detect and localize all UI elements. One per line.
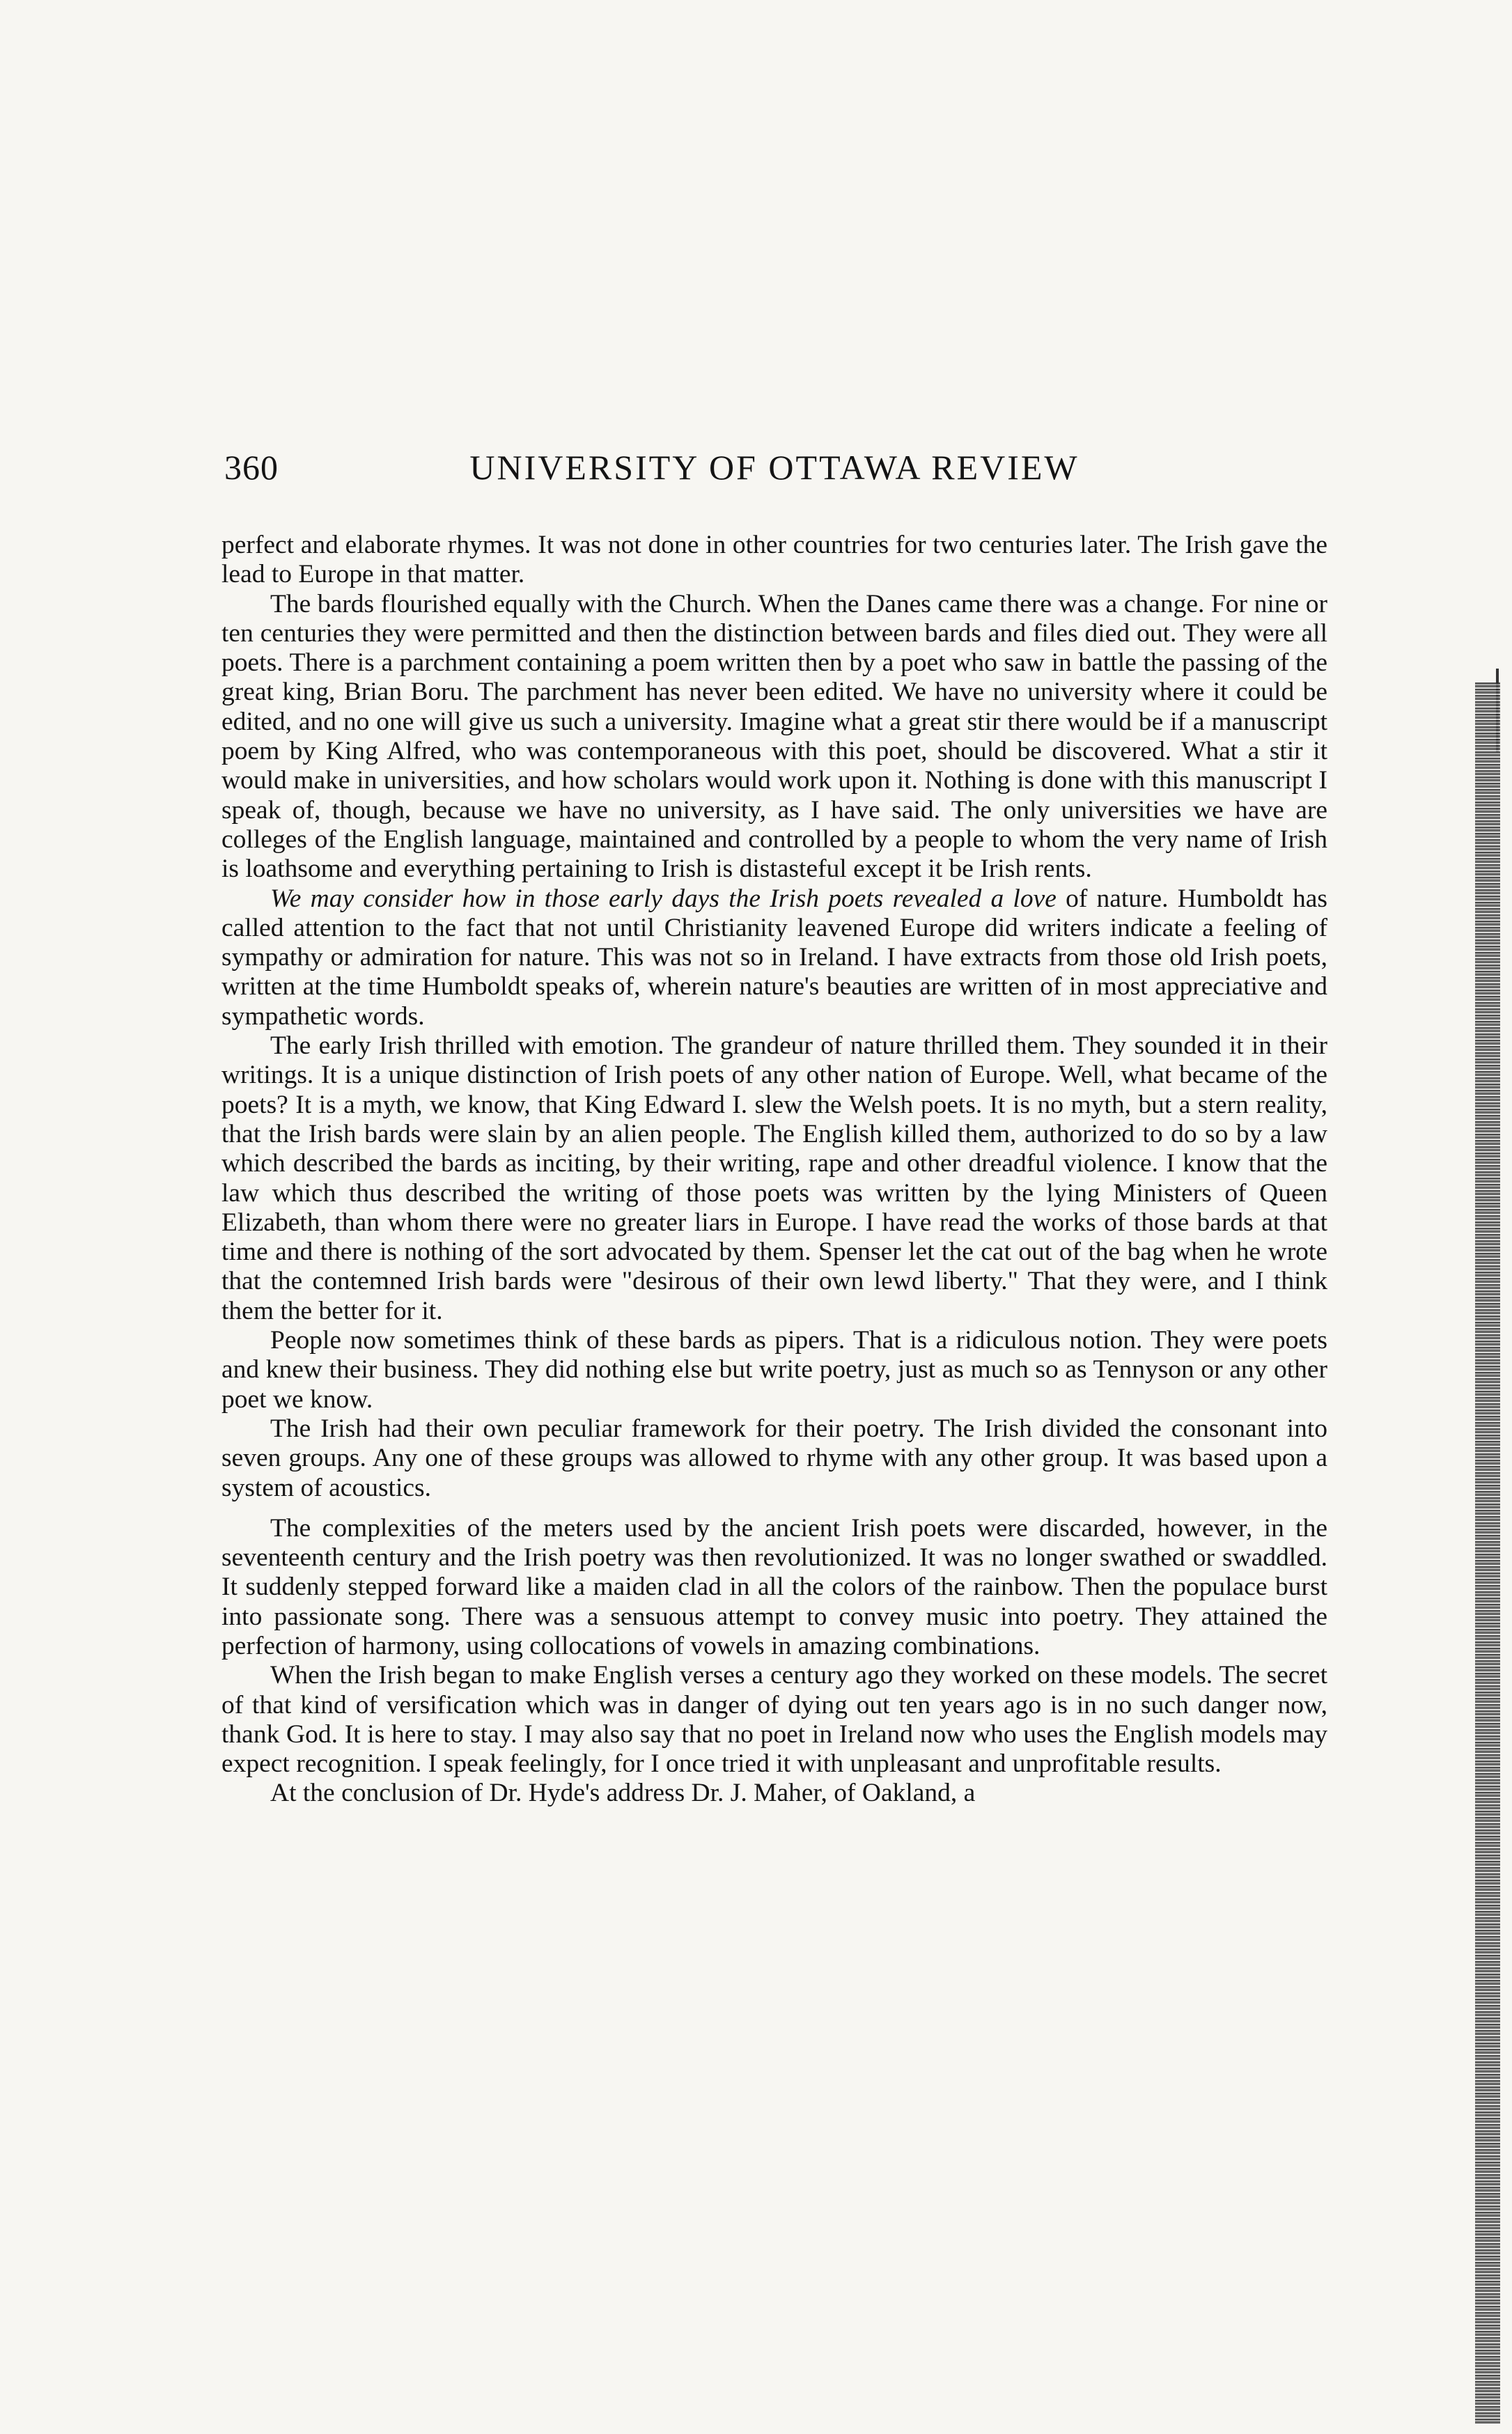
journal-title: UNIVERSITY OF OTTAWA REVIEW (469, 448, 1080, 487)
article-body (221, 531, 1327, 1809)
paragraph (221, 884, 1327, 1031)
paragraph: perfect and elaborate rhymes. It was not done in other countries for two centuries later. The Irish gave the lead to Europe in that matter. (221, 531, 1327, 589)
paragraph: When the Irish began to make English verses a century ago they worked on these models. The secret of that kind of versification which was in danger of dying out ten years ago is in no such danger now, thank God. It is here to stay. I may also say that no poet in Ireland now who uses the English models may expect recognition. I speak feelingly, for I once tried it with unpleasant and unprofitable results. (221, 1661, 1327, 1779)
paragraph: The Irish had their own peculiar framework for their poetry. The Irish divided the consonant into seven groups. Any one of these groups was allowed to rhyme with any other group. It was based upon a system of acoustics. (221, 1414, 1327, 1502)
paragraph: The complexities of the meters used by the ancient Irish poets were discarded, however, in the seventeenth century and the Irish poetry was then revolutionized. It was no longer swathed or swaddled. It suddenly stepped forward like a maiden clad in all the colors of the rainbow. Then the populace burst into passionate song. There was a sensuous attempt to convey music into poetry. They attained the perfection of harmony, using collocations of vowels in amazing combinations. (221, 1513, 1327, 1660)
running-head (224, 447, 1325, 503)
page-number: 360 (224, 448, 279, 487)
paragraph: The early Irish thrilled with emotion. The grandeur of nature thrilled them. They sounded it in their writings. It is a unique distinction of Irish poets of any other nation of Europe. Well, what became of the poets? It is a myth, we know, that King Edward I. slew the Welsh poets. It is no myth, but a stern reality, that the Irish bards were slain by an alien people. The English killed them, authorized to do so by a law which described the bards as inciting, by their writing, rape and other dreadful violence. I know that the law which thus described the writing of those poets was written by the lying Ministers of Queen Elizabeth, than whom there were no greater liars in Europe. I have read the works of those bards at that time and there is nothing of the sort advocated by them. Spenser let the cat out of the bag when he wrote that the contemned Irish bards were "desirous of their own lewd liberty." That they were, and I think them the better for it. (221, 1031, 1327, 1325)
italic-lead-text: We may consider how in those early days the Irish poets revealed a love (270, 884, 1057, 913)
paragraph: People now sometimes think of these bards as pipers. That is a ridiculous notion. They were poets and knew their business. They did nothing else but write poetry, just as much so as Tennyson or any other poet we know. (221, 1326, 1327, 1414)
paragraph: The bards flourished equally with the Church. When the Danes came there was a change. For nine or ten centuries they were permitted and then the distinction between bards and files died out. They were all poets. There is a parchment containing a poem written then by a poet who saw in battle the passing of the great king, Brian Boru. The parchment has never been edited. We have no university where it could be edited, and no one will give us such a university. Imagine what a great stir there would be if a manuscript poem by King Alfred, who was contemporaneous with this poet, should be discovered. What a stir it would make in universities, and how scholars would work upon it. Nothing is done with this manuscript I speak of, though, because we have no university, as I have said. The only universities we have are colleges of the English language, maintained and controlled by a people to whom the very name of Irish is loathsome and everything pertaining to Irish is distasteful except it be Irish rents. (221, 589, 1327, 884)
scan-edge-texture (1475, 682, 1500, 2424)
paragraph-text: of nature. Humboldt has called attention to the fact that not until Christianity leavened Europe did writers indicate a feeling of sympathy or admiration for nature. This was not so in Ireland. I have extracts from those old Irish poets, written at the time Humboldt speaks of, wherein nature's beauties are written of in most appreciative and sympathetic words. (221, 884, 1328, 1031)
paragraph: At the conclusion of Dr. Hyde's address Dr. J. Maher, of Oakland, a (270, 1779, 976, 1808)
